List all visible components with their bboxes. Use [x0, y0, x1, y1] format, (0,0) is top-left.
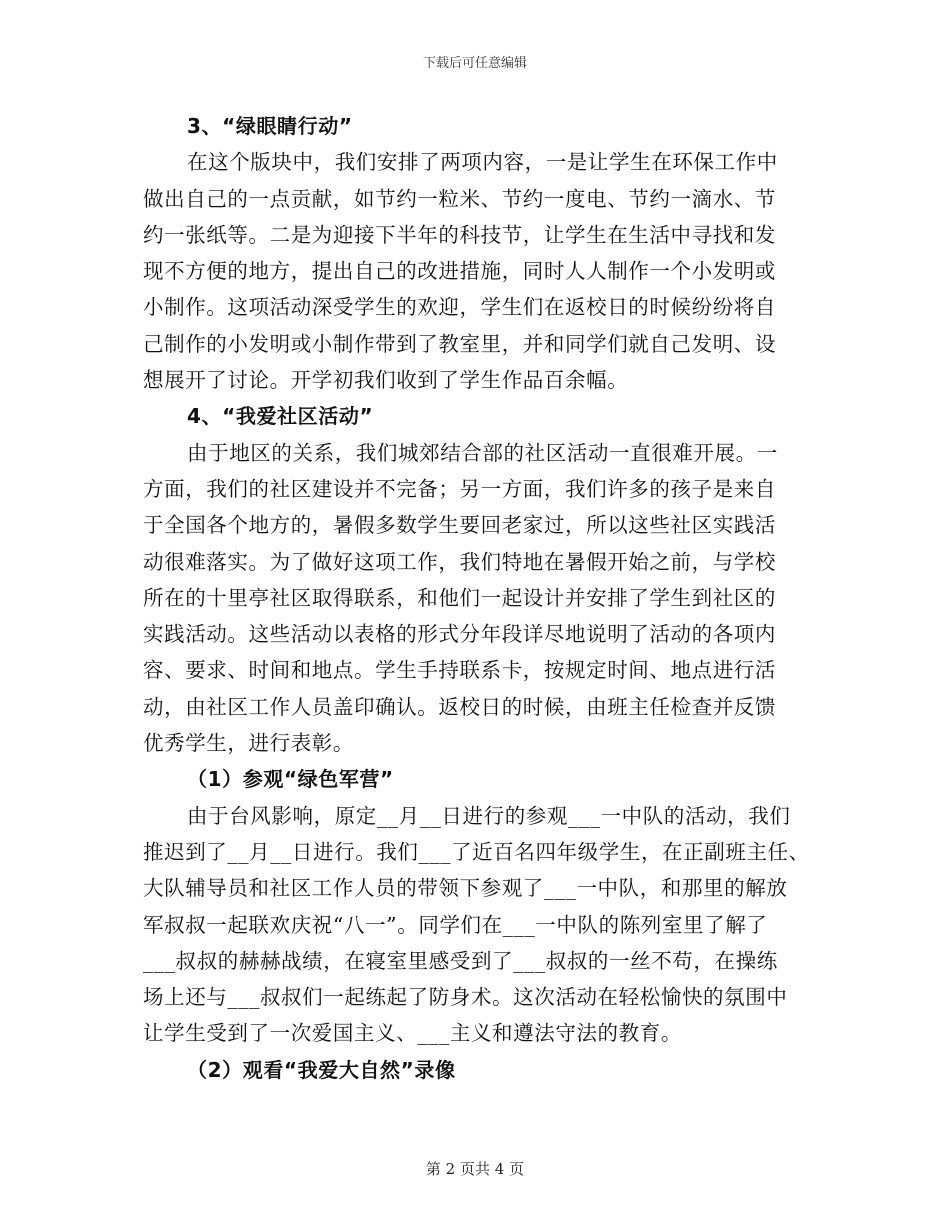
- text-line: 大队辅导员和社区工作人员的带领下参观了___一中队，和那里的解放: [143, 876, 788, 901]
- text-line: 推迟到了__月__日进行。我们___了近百名四年级学生，在正副班主任、: [143, 839, 810, 864]
- page-header: 下载后可任意编辑: [422, 56, 527, 71]
- page-footer: 第 2 页共 4 页: [425, 1160, 525, 1178]
- paragraph-green-barracks: [143, 798, 808, 1052]
- text-line: 现不方便的地方，提出自己的改进措施，同时人人制作一个小发明或: [143, 259, 776, 284]
- subsection-heading-green-barracks: （1）参观“绿色军营”: [187, 767, 394, 792]
- text-line: 容、要求、时间和地点。学生手持联系卡，按规定时间、地点进行活: [143, 658, 776, 683]
- document-body: [143, 108, 808, 1088]
- paragraph-green-eyes: [143, 144, 808, 398]
- text-line: 场上还与___叔叔们一起练起了防身术。这次活动在轻松愉快的氛围中: [143, 985, 788, 1010]
- text-line: 由于台风影响，原定__月__日进行的参观___一中队的活动，我们: [187, 803, 791, 828]
- text-line: 优秀学生，进行表彰。: [143, 731, 354, 756]
- subsection-heading-nature-video: （2）观看“我爱大自然”录像: [187, 1057, 456, 1082]
- text-line: 军叔叔一起联欢庆祝“八一”。同学们在___一中队的陈列室里了解了: [143, 912, 768, 937]
- text-line: 动，由社区工作人员盖印确认。返校日的时候，由班主任检查并反馈: [143, 694, 776, 719]
- section-heading-green-eyes: 3、“绿眼睛行动”: [187, 114, 353, 138]
- text-line: 让学生受到了一次爱国主义、___主义和遵法守法的教育。: [143, 1021, 682, 1046]
- text-line: 想展开了讨论。开学初我们收到了学生作品百余幅。: [143, 368, 629, 393]
- text-line: 所在的十里亭社区取得联系，和他们一起设计并安排了学生到社区的: [143, 585, 776, 610]
- text-line: 由于地区的关系，我们城郊结合部的社区活动一直很难开展。一: [187, 440, 778, 465]
- text-line: 做出自己的一点贡献，如节约一粒米、节约一度电、节约一滴水、节: [143, 186, 776, 211]
- text-line: 己制作的小发明或小制作带到了教室里，并和同学们就自己发明、设: [143, 331, 776, 356]
- text-line: 小制作。这项活动深受学生的欢迎，学生们在返校日的时候纷纷将自: [143, 295, 776, 320]
- text-line: 于全国各个地方的，暑假多数学生要回老家过，所以这些社区实践活: [143, 513, 776, 538]
- text-line: ___叔叔的赫赫战绩，在寝室里感受到了___叔叔的一丝不苟，在操练: [143, 948, 778, 973]
- text-line: 在这个版块中，我们安排了两项内容，一是让学生在环保工作中: [187, 150, 778, 175]
- paragraph-community: [143, 435, 808, 762]
- text-line: 动很难落实。为了做好这项工作，我们特地在暑假开始之前，与学校: [143, 549, 776, 574]
- text-line: 方面，我们的社区建设并不完备；另一方面，我们许多的孩子是来自: [143, 476, 776, 501]
- section-heading-community: 4、“我爱社区活动”: [187, 404, 374, 429]
- text-line: 约一张纸等。二是为迎接下半年的科技节，让学生在生活中寻找和发: [143, 222, 776, 247]
- text-line: 实践活动。这些活动以表格的形式分年段详尽地说明了活动的各项内: [143, 622, 776, 647]
